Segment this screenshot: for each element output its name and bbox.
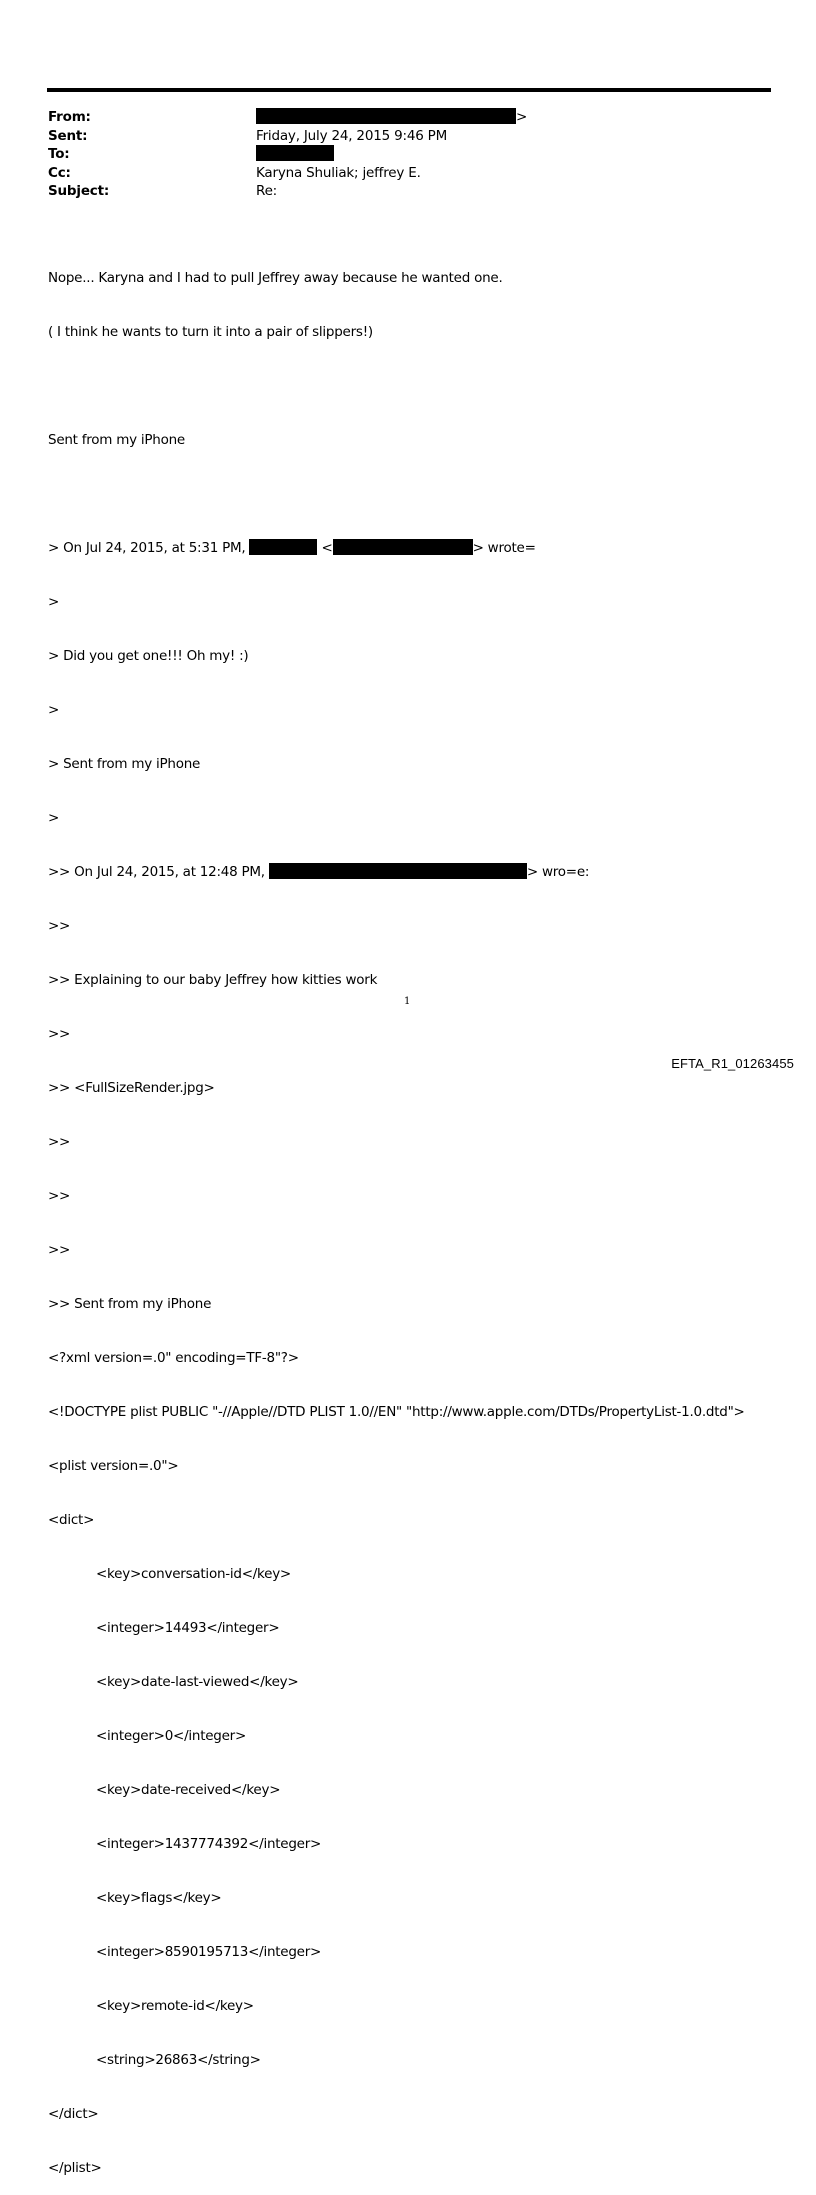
page-number: 1	[404, 996, 411, 1007]
quote-header-lt: <	[321, 540, 333, 556]
to-value	[256, 145, 334, 164]
quote-line: >> Sent from my iPhone	[48, 1296, 212, 1312]
quote-line: >>	[48, 1026, 71, 1042]
xml-line: </plist>	[48, 2160, 102, 2176]
xml-line: <plist version=.0">	[48, 1458, 179, 1474]
redaction-box	[269, 863, 527, 879]
xml-line: <string>26863</string>	[96, 2052, 261, 2068]
sent-label: Sent:	[48, 127, 88, 144]
from-suffix: >	[516, 109, 528, 125]
xml-line: <integer>1437774392</integer>	[96, 1836, 322, 1852]
sent-value: Friday, July 24, 2015 9:46 PM	[256, 127, 448, 144]
quote-line: >>	[48, 1134, 71, 1150]
quote-line: > Sent from my iPhone	[48, 756, 201, 772]
quote-line: >	[48, 594, 60, 610]
quote-line: >	[48, 810, 60, 826]
quote-line: >> Explaining to our baby Jeffrey how kitties work	[48, 972, 378, 988]
quote-line: >>	[48, 918, 71, 934]
cc-row	[48, 164, 748, 183]
from-value	[256, 108, 527, 127]
quote-header-suffix: > wro=e:	[526, 864, 590, 880]
redaction-box	[333, 539, 473, 555]
xml-line: <key>date-last-viewed</key>	[96, 1674, 299, 1690]
header-divider	[47, 88, 771, 92]
quote-line: >> <FullSizeRender.jpg>	[48, 1080, 215, 1096]
quote-header-prefix: >> On Jul 24, 2015, at 12:48 PM,	[48, 864, 265, 880]
xml-line: <key>remote-id</key>	[96, 1998, 254, 2014]
quote-header-suffix: > wrote=	[472, 540, 536, 556]
subject-row	[48, 182, 748, 201]
to-label: To:	[48, 146, 70, 162]
document-id: EFTA_R1_01263455	[671, 1056, 794, 1071]
xml-line: <!DOCTYPE plist PUBLIC "-//Apple//DTD PLIST 1.0//EN" "http://www.apple.com/DTDs/PropertyList-1.0.dtd">	[48, 1404, 745, 1420]
xml-line: <integer>0</integer>	[96, 1728, 247, 1744]
xml-line: <key>date-received</key>	[96, 1782, 281, 1798]
subject-label: Subject:	[48, 183, 110, 199]
blank-line	[48, 485, 745, 503]
quote-line: >	[48, 702, 60, 718]
cc-label: Cc:	[48, 164, 71, 181]
quote-header-line	[48, 539, 745, 557]
body-line: Nope... Karyna and I had to pull Jeffrey away because he wanted one.	[48, 270, 503, 286]
redaction-box	[249, 539, 317, 555]
to-row	[48, 145, 748, 164]
quote-line: >>	[48, 1188, 71, 1204]
blank-line	[48, 377, 745, 395]
quote-header-line	[48, 863, 745, 881]
sent-row	[48, 127, 748, 146]
signature-line: Sent from my iPhone	[48, 432, 185, 448]
cc-value: Karyna Shuliak; jeffrey E.	[256, 164, 421, 181]
body-line: ( I think he wants to turn it into a pair of slippers!)	[48, 324, 373, 340]
from-label: From:	[48, 109, 91, 125]
quote-line: >>	[48, 1242, 71, 1258]
xml-line: <dict>	[48, 1512, 95, 1528]
quote-line: > Did you get one!!! Oh my! :)	[48, 648, 249, 664]
redaction-box	[256, 145, 334, 161]
quote-header-prefix: > On Jul 24, 2015, at 5:31 PM,	[48, 540, 246, 556]
xml-line: </dict>	[48, 2106, 99, 2122]
email-header	[48, 108, 748, 201]
subject-value: Re:	[256, 183, 278, 199]
redaction-box	[256, 108, 516, 124]
xml-line: <?xml version=.0" encoding=TF-8"?>	[48, 1350, 299, 1366]
xml-line: <key>conversation-id</key>	[96, 1566, 291, 1582]
xml-line: <key>flags</key>	[96, 1890, 222, 1906]
email-body	[48, 233, 745, 2195]
xml-line: <integer>14493</integer>	[96, 1620, 280, 1636]
xml-line: <integer>8590195713</integer>	[96, 1944, 322, 1960]
from-row	[48, 108, 748, 127]
